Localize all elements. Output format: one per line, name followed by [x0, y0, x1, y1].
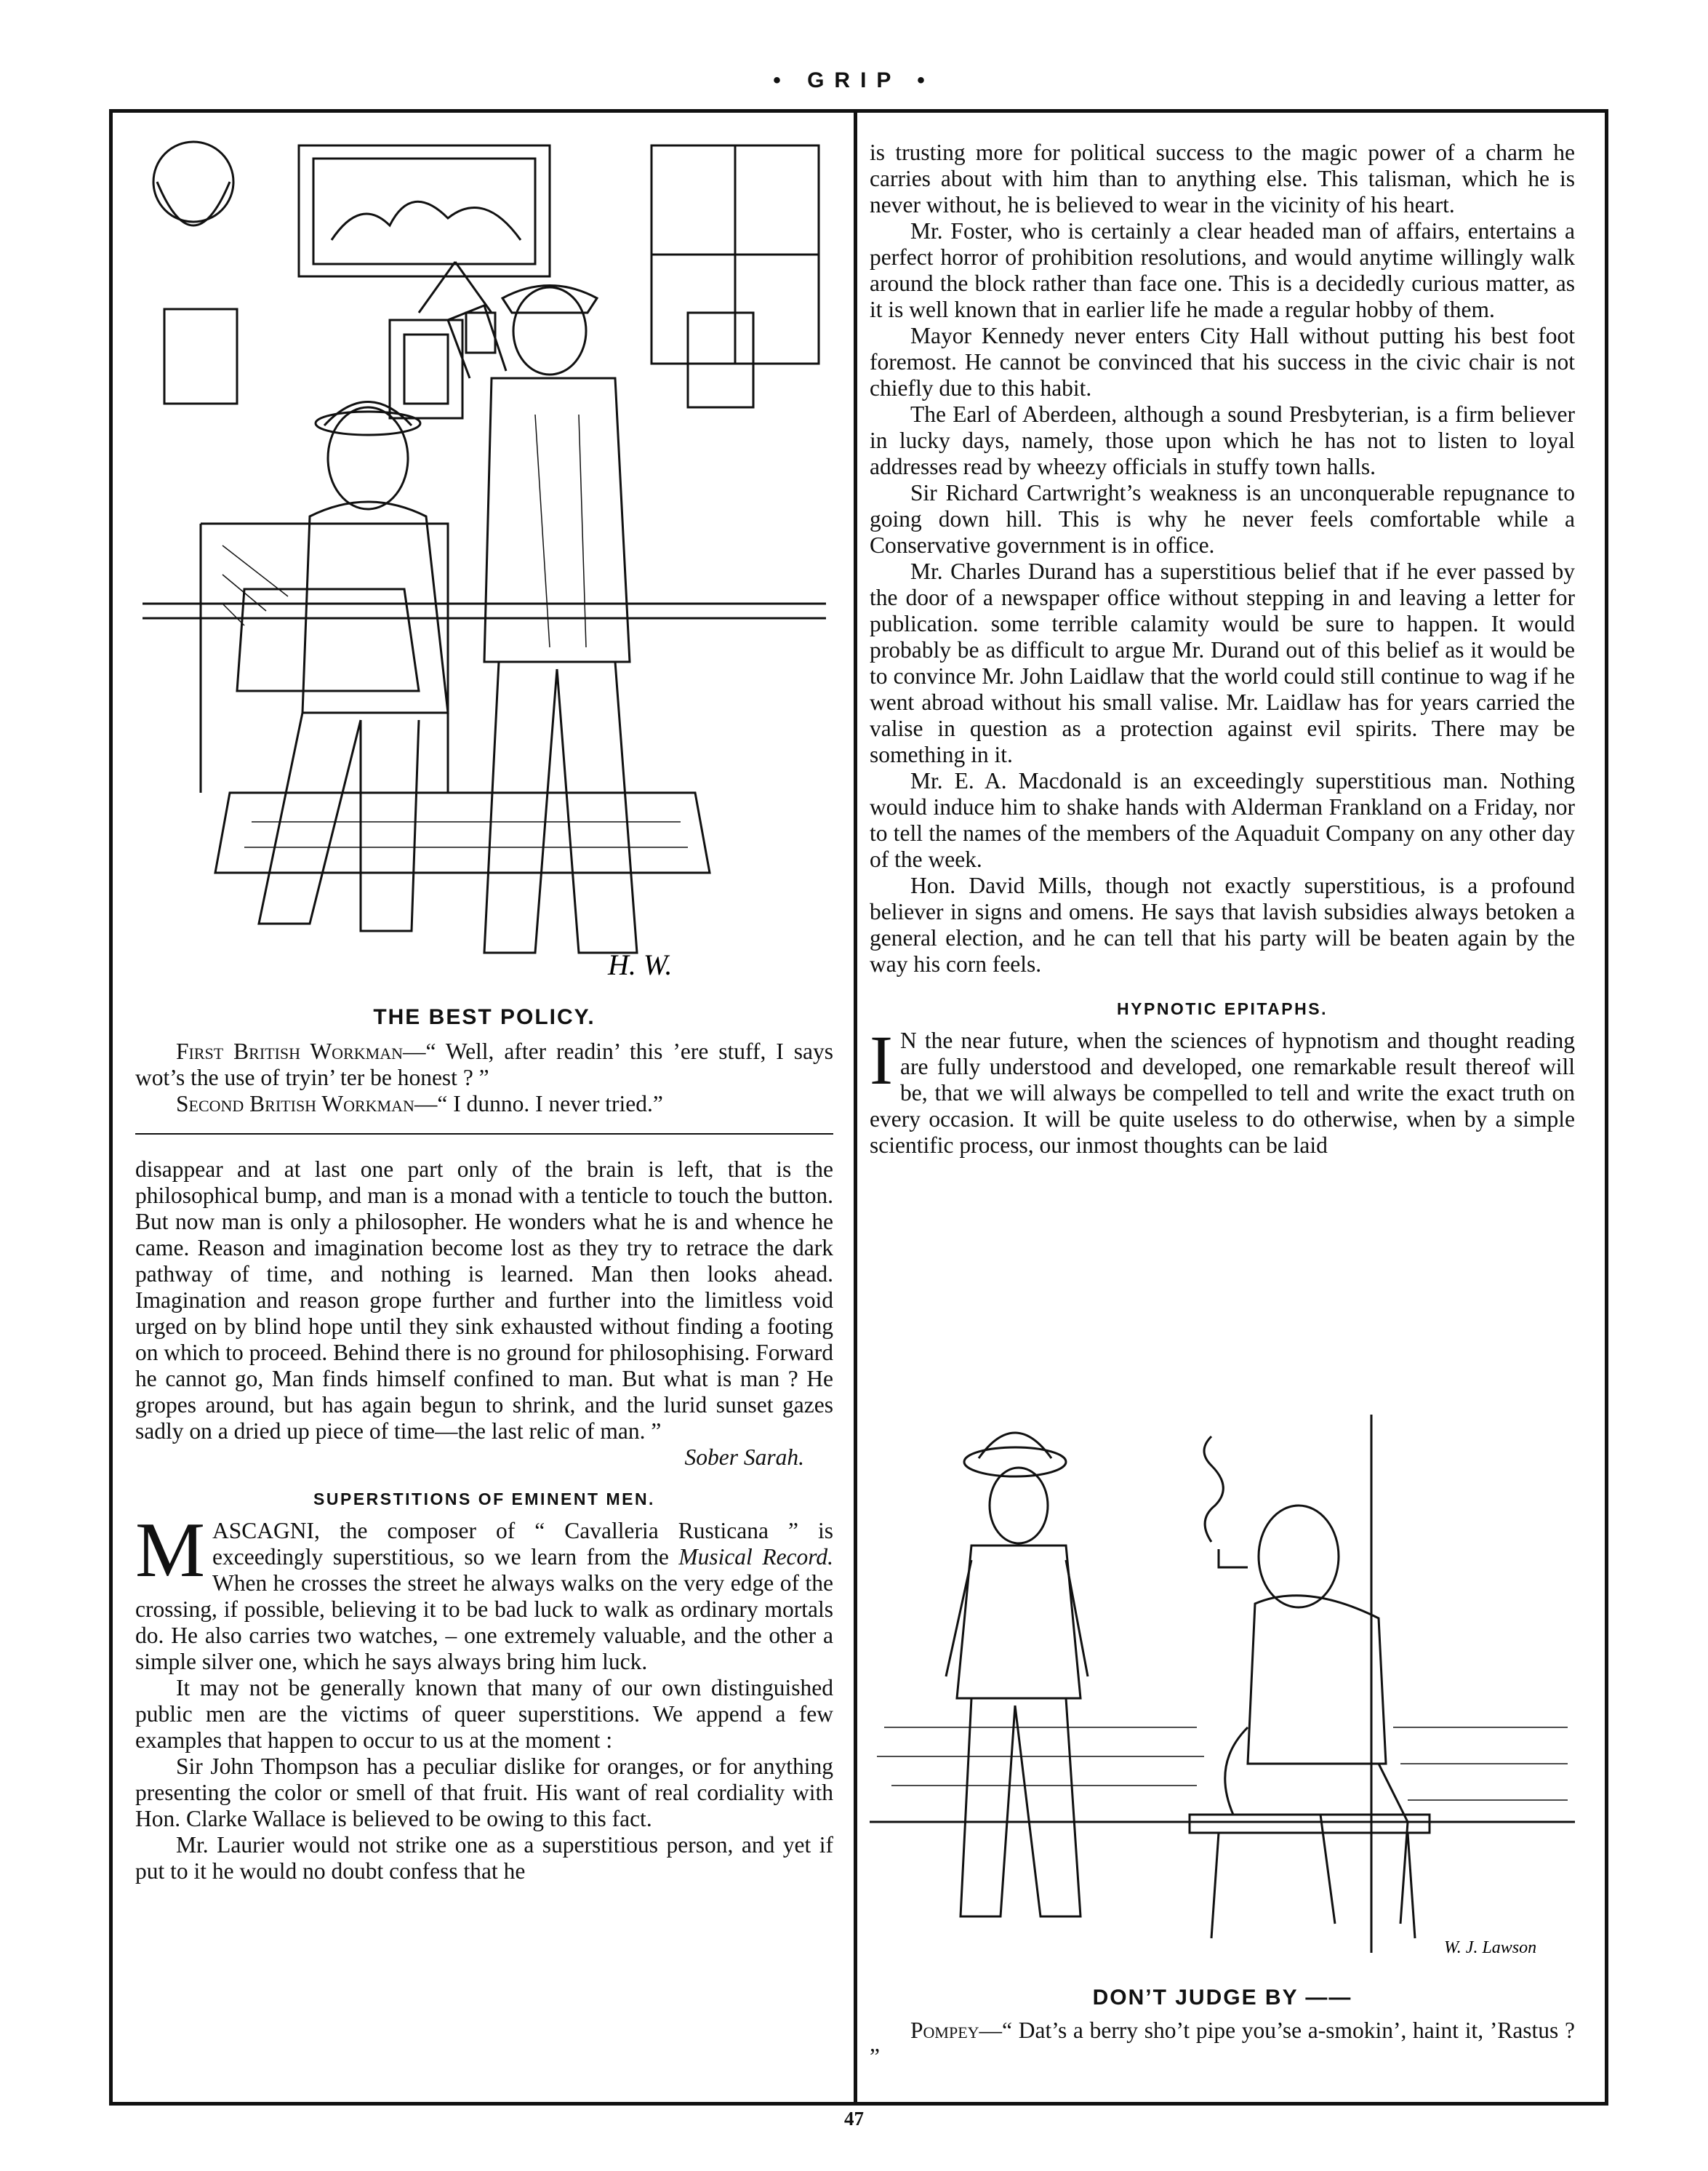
- superstitions-p3: Sir John Thompson has a peculiar dislike for oranges, or for anything presenting the color or smell of that fruit. His want of real cordiality with Hon. Clarke Wallace is believed to be owing to this fact.: [135, 1754, 833, 1831]
- hypnotic-title: HYPNOTIC EPITAPHS.: [1117, 999, 1328, 1018]
- superstitions-p1-start: ASCAGNI, the composer of “ Cavalleria Rusticana ” is exceedingly superstitious, so we learn from the: [212, 1518, 833, 1570]
- continuation-text: disappear and at last one part only of the brain is left, that is the philosophical bump, and man is a monad with a tenticle to touch the button. But now man is only a philosopher. He wonders what he is and whence he came. Reason and imagination become lost as they try to retrace the dark pathway of time, and nothing is learned. Man then looks ahead. Imagination and reason grope further and further into the limitless void urged on by blind hope until they sink exhausted without finding a footing on which to proceed. Behind there is no ground for philosophising. Forward he cannot go, Man finds himself confined to man. But what is man ? He gropes around, but has again begun to shrink, and the lurid sunset gazes sadly on a dried up piece of time—the last relic of man. ”: [135, 1156, 833, 1444]
- best-policy-cartoon: [143, 138, 826, 993]
- superstitions-p4: Mr. Laurier would not strike one as a superstitious person, and yet if put to it he would no doubt confess that he: [135, 1832, 833, 1884]
- masthead: • GRIP •: [773, 68, 935, 92]
- superstitions-title: SUPERSTITIONS OF EMINENT MEN.: [313, 1490, 655, 1508]
- cartoon2-caption: —“ Dat’s a berry sho’t pipe you’se a-smokin’, haint it, ’Rastus ? ”: [870, 2018, 1575, 2069]
- cartoon1-line2: —“ I dunno. I never tried.”: [414, 1091, 663, 1116]
- superstitions-r6: Mr. Charles Durand has a superstitious belief that if he ever passed by the door of a newspaper office without stepping in and leaving a letter for publication. some terrible calamity would be sure to happen. It would probably be as difficult to argue Mr. Durand out of this belief as it would be to convince Mr. John Laidlaw that the world could still continue to wag if he went abroad without his small valise. Mr. Laidlaw has for years carried the valise in question as a protection against evil spirits. There may be something in it.: [870, 559, 1575, 767]
- continuation-signature: Sober Sarah.: [684, 1444, 804, 1470]
- superstitions-r3: Mayor Kennedy never enters City Hall without putting his best foot foremost. He cannot be convinced that his success in the civic chair is not chiefly due to this habit.: [870, 323, 1575, 401]
- superstitions-r8: Hon. David Mills, though not exactly superstitious, is a profound believer in signs and omens. He says that lavish subsidies always betoken a general election, and he can tell that his party will be beaten again by the way his corn feels.: [870, 873, 1575, 977]
- cartoon1-title: THE BEST POLICY.: [373, 1005, 596, 1029]
- superstitions-r5: Sir Richard Cartwright’s weakness is an unconquerable repugnance to going down hill. This is why he never feels comfortable while a Conservative government is in office.: [870, 480, 1575, 558]
- superstitions-r7: Mr. E. A. Macdonald is an exceedingly superstitious man. Nothing would induce him to shake hands with Alderman Frankland on a Friday, nor to tell the names of the members of the Aquaduit Company on any other day of the week.: [870, 768, 1575, 872]
- superstitions-p2: It may not be generally known that many of our own distinguished public men are the victims of queer superstitions. We append a few examples that happen to occur to us at the moment :: [135, 1675, 833, 1753]
- superstitions-r2: Mr. Foster, who is certainly a clear headed man of affairs, entertains a perfect horror of prohibition resolutions, and would anytime willingly walk around the block rather than face one. This is a decidedly curious matter, as it is well known that in earlier life he made a regular hobby of them.: [870, 218, 1575, 322]
- cartoon1-speaker1: First British Workman: [176, 1039, 403, 1064]
- superstitions-p1-italic: Musical Record.: [678, 1544, 833, 1570]
- page-number: 47: [844, 2108, 864, 2130]
- superstitions-dropcap: M: [135, 1507, 206, 1594]
- superstitions-r1: is trusting more for political success to the magic power of a charm he carries about with him than to anything else. This talisman, which he is never without, he is believed to wear in the vicinity of his heart.: [870, 140, 1575, 217]
- cartoon2-title: DON’T JUDGE BY ——: [1092, 1986, 1352, 2010]
- cartoon1-signature: H. W.: [608, 948, 673, 981]
- superstitions-p1-end: When he crosses the street he always walks on the very edge of the crossing, if possible, believing it to be bad luck to walk as ordinary mortals do. He also carries two watches, – one extremely valuable, and the other a simple silver one, which he says always bring him luck.: [135, 1570, 833, 1674]
- column-divider: [854, 109, 857, 2106]
- hypnotic-dropcap: I: [870, 1021, 893, 1099]
- cartoon1-speaker2: Second British Workman: [176, 1091, 414, 1116]
- section-rule: [135, 1133, 833, 1135]
- cartoon1-line1: —“ Well, after readin’ this ’ere stuff, I says wot’s the use of tryin’ ter be honest ? ”: [135, 1039, 833, 1090]
- cartoon2-speaker: Pompey: [910, 2018, 979, 2043]
- superstitions-r4: The Earl of Aberdeen, although a sound Presbyterian, is a firm believer in lucky days, namely, those upon which he has not to listen to loyal addresses read by wheezy officials in stuffy town halls.: [870, 401, 1575, 479]
- cartoon2-signature: W. J. Lawson: [1444, 1938, 1537, 1957]
- hypnotic-text: N the near future, when the sciences of hypnotism and thought reading are fully understood and developed, one remarkable result thereof will be, that we will always be compelled to tell and write the exact truth on every occasion. It will be quite useless to do otherwise, when by a simple scientific process, our inmost thoughts can be laid: [870, 1028, 1575, 1158]
- dont-judge-cartoon: [870, 1386, 1575, 1967]
